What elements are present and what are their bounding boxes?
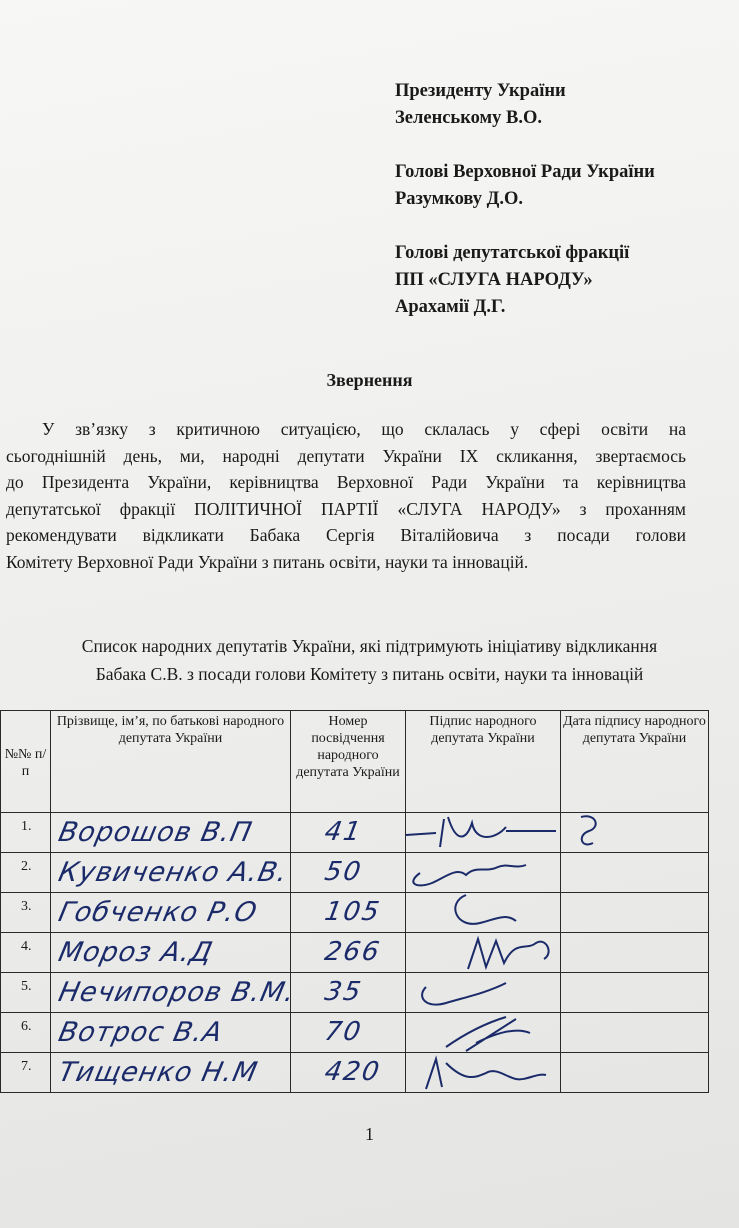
table-row (1, 853, 709, 893)
body-line: рекомендувати відкликати Бабака Сергія Віталійовича з посади голови (6, 525, 686, 545)
body-line: сьогоднішній день, ми, народні депутати України ІХ скликання, звертаємось (6, 445, 686, 466)
table-row (1, 1013, 709, 1053)
header-certificate: Номер посвідчення народного депутата України (291, 711, 406, 813)
addressee-line: Президенту України (395, 81, 566, 101)
list-heading (0, 632, 739, 688)
handwritten-cert-number: 35 (322, 977, 365, 1007)
signature-scribble (406, 933, 561, 972)
body-line: У зв’язку з критичною ситуацією, що склалась у сфері освіти на (42, 419, 686, 439)
addressee-line: Голові Верховної Ради України (395, 162, 655, 182)
body-line: депутатської фракції ПОЛІТИЧНОЇ ПАРТІЇ «СЛУГА НАРОДУ» з проханням (6, 498, 686, 519)
row-index: 7. (21, 1059, 32, 1074)
row-index: 2. (21, 859, 32, 874)
handwritten-cert-number: 105 (322, 897, 384, 927)
handwritten-cert-number: 50 (322, 857, 365, 887)
header-signature: Підпис народного депутата України (406, 711, 561, 813)
addressee-line: Арахамії Д.Г. (395, 297, 506, 317)
table-row (1, 933, 709, 973)
table-row (1, 893, 709, 933)
signature-scribble (406, 853, 561, 892)
addressee-line: Зеленському В.О. (395, 108, 542, 128)
addressee-line: Разумкову Д.О. (395, 189, 524, 209)
row-index: 1. (21, 819, 32, 834)
date-mark (561, 813, 709, 852)
addressee-rada-head (395, 159, 715, 213)
row-index: 3. (21, 899, 32, 914)
handwritten-name: Кувиченко А.В. (55, 857, 291, 888)
row-index: 5. (21, 979, 32, 994)
document-title: Звернення (326, 370, 413, 390)
handwritten-name: Вотрос В.А (55, 1017, 226, 1048)
handwritten-name: Мороз А.Д (55, 937, 216, 968)
signature-scribble (406, 1013, 561, 1052)
addressee-line: Голові депутатської фракції (395, 243, 630, 263)
header-number: №№ п/п (1, 711, 51, 813)
header-date: Дата підпису народного депутата України (561, 711, 709, 813)
table-row (1, 813, 709, 853)
list-heading-line: Бабака С.В. з посади голови Комітету з питань освіти, науки та інновацій (95, 664, 644, 684)
addressee-president (395, 78, 715, 132)
handwritten-name: Ворошов В.П (55, 817, 256, 848)
signature-table (0, 710, 709, 1093)
addressee-block (395, 78, 715, 348)
row-index: 4. (21, 939, 32, 954)
header-name: Прізвище, ім’я, по батькові народного депутата України (51, 711, 291, 813)
addressee-line: ПП «СЛУГА НАРОДУ» (395, 270, 593, 290)
addressee-faction-head (395, 240, 715, 321)
handwritten-cert-number: 70 (322, 1017, 365, 1047)
handwritten-cert-number: 41 (322, 817, 365, 847)
handwritten-name: Тищенко Н.М (55, 1057, 261, 1088)
body-line: Комітету Верховної Ради України з питань освіти, науки та інновацій. (6, 551, 529, 572)
page-number: 1 (365, 1124, 374, 1144)
table-row (1, 1053, 709, 1093)
list-heading-line: Список народних депутатів України, які підтримують ініціативу відкликання (81, 636, 658, 656)
body-line: до Президента України, керівництва Верховної Ради України та керівництва (6, 472, 686, 492)
table-row (1, 973, 709, 1013)
appeal-body (6, 416, 686, 575)
row-index: 6. (21, 1019, 32, 1034)
signature-scribble (406, 813, 561, 852)
handwritten-cert-number: 266 (322, 937, 384, 967)
signature-scribble (406, 973, 561, 1012)
signature-scribble (406, 893, 561, 932)
handwritten-name: Нечипоров В.М. (55, 977, 299, 1008)
handwritten-cert-number: 420 (322, 1057, 384, 1087)
signature-scribble (406, 1053, 561, 1092)
handwritten-name: Гобченко Р.О (55, 897, 261, 928)
